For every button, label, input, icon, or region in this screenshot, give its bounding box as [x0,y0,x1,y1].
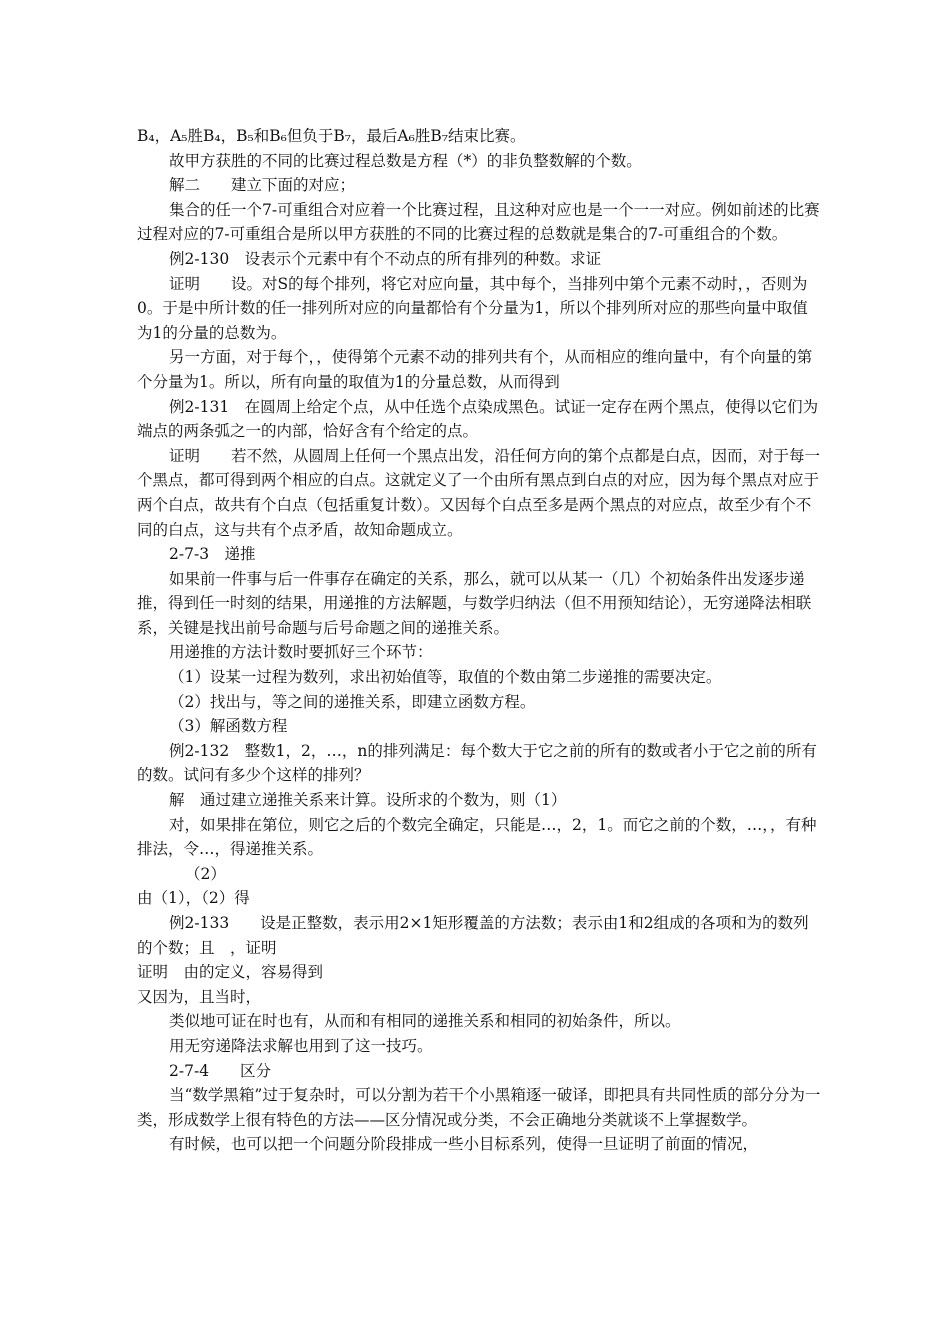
paragraph: （3）解函数方程 [169,717,288,736]
paragraph: 解 通过建立递推关系来计算。设所求的个数为，则（1） [169,791,567,810]
paragraph: 2-7-3 递推 [169,545,256,564]
paragraph: 证明 若不然，从圆周上任何一个黑点出发，沿任何方向的第个点都是白点，因而，对于每一个黑点，都可得到两个相应的白点。这就定义了一个由所有黑点到白点的对应，因为每个黑点对应于两个白点，故共有个白点（包括重复计数）。又因每个白点至多是两个黑点的对应点，故至少有个不同的白点，这与共有个点矛盾，故知命题成立。 [137,446,821,539]
paragraph: 故甲方获胜的不同的比赛过程总数是方程（*）的非负整数解的个数。 [169,151,642,170]
paragraph: 例2-132 整数1，2，…，n的排列满足：每个数大于它之前的所有的数或者小于它之前的所有的数。试问有多少个这样的排列？ [137,741,817,785]
paragraph: 由（1），（2）得 [137,889,250,908]
paragraph: 用无穷递降法求解也用到了这一技巧。 [169,1036,433,1055]
paragraph: 集合的任一个7-可重组合对应着一个比赛过程，且这种对应也是一个一一对应。例如前述的比赛过程对应的7-可重组合是所以甲方获胜的不同的比赛过程的总数就是集合的7-可重组合的个数。 [137,200,820,244]
paragraph: 类似地可证在时也有，从而和有相同的递推关系和相同的初始条件，所以。 [169,1012,681,1031]
paragraph: 当“数学黑箱”过于复杂时，可以分割为若干个小黑箱逐一破译，即把具有共同性质的部分分为一类，形成数学上很有特色的方法——区分情况或分类，不会正确地分类就谈不上掌握数学。 [137,1086,821,1129]
paragraph: （1）设某一过程为数列，求出初始值等，取值的个数由第二步递推的需要决定。 [169,668,722,687]
document-body [137,124,823,1157]
paragraph: （2） [185,864,226,883]
paragraph: 另一方面，对于每个，，使得第个元素不动的排列共有个，从而相应的维向量中，有个向量的第个分量为1。所以，所有向量的取值为1的分量总数，从而得到 [137,348,813,391]
paragraph: 2-7-4 区分 [169,1061,272,1080]
paragraph: 用递推的方法计数时要抓好三个环节： [169,643,433,662]
paragraph: 证明 设。对S的每个排列，将它对应向量，其中每个，当排列中第个元素不动时，，否则为0。于是中所计数的任一排列所对应的向量都恰有个分量为1，所以个排列所对应的那些向量中取值为1的分量的总数为。 [137,274,808,342]
paragraph: 例2-130 设表示个元素中有个不动点的所有排列的种数。求证 [169,249,602,268]
paragraph: 例2-133 设是正整数，表示用2×1矩形覆盖的方法数；表示由1和2组成的各项和为的数列的个数；且 ，证明 [137,914,809,957]
paragraph: 例2-131 在圆周上给定个点，从中任选个点染成黑色。试证一定存在两个黑点，使得以它们为端点的两条弧之一的内部，恰好含有个给定的点。 [137,397,819,441]
paragraph: 如果前一件事与后一件事存在确定的关系，那么，就可以从某一（几）个初始条件出发逐步递推，得到任一时刻的结果，用递推的方法解题，与数学归纳法（但不用预知结论），无穷递降法相联系，关键是找出前号命题与后号命题之间的递推关系。 [137,569,812,637]
paragraph: B₄，A₅胜B₄，B₅和B₆但负于B₇，最后A₆胜B₇结束比赛。 [137,127,526,145]
paragraph: 解二 建立下面的对应； [169,176,356,195]
paragraph: 有时候，也可以把一个问题分阶段排成一些小目标系列，使得一旦证明了前面的情况， [169,1135,759,1154]
paragraph: 又因为，且当时， [137,987,262,1006]
paragraph: （2）找出与，等之间的递推关系，即建立函数方程。 [169,692,536,711]
paragraph: 证明 由的定义，容易得到 [137,963,324,982]
paragraph: 对，如果排在第位，则它之后的个数完全确定，只能是…，2，1。而它之前的个数，…，，有种排法，令…，得递推关系。 [137,815,817,859]
